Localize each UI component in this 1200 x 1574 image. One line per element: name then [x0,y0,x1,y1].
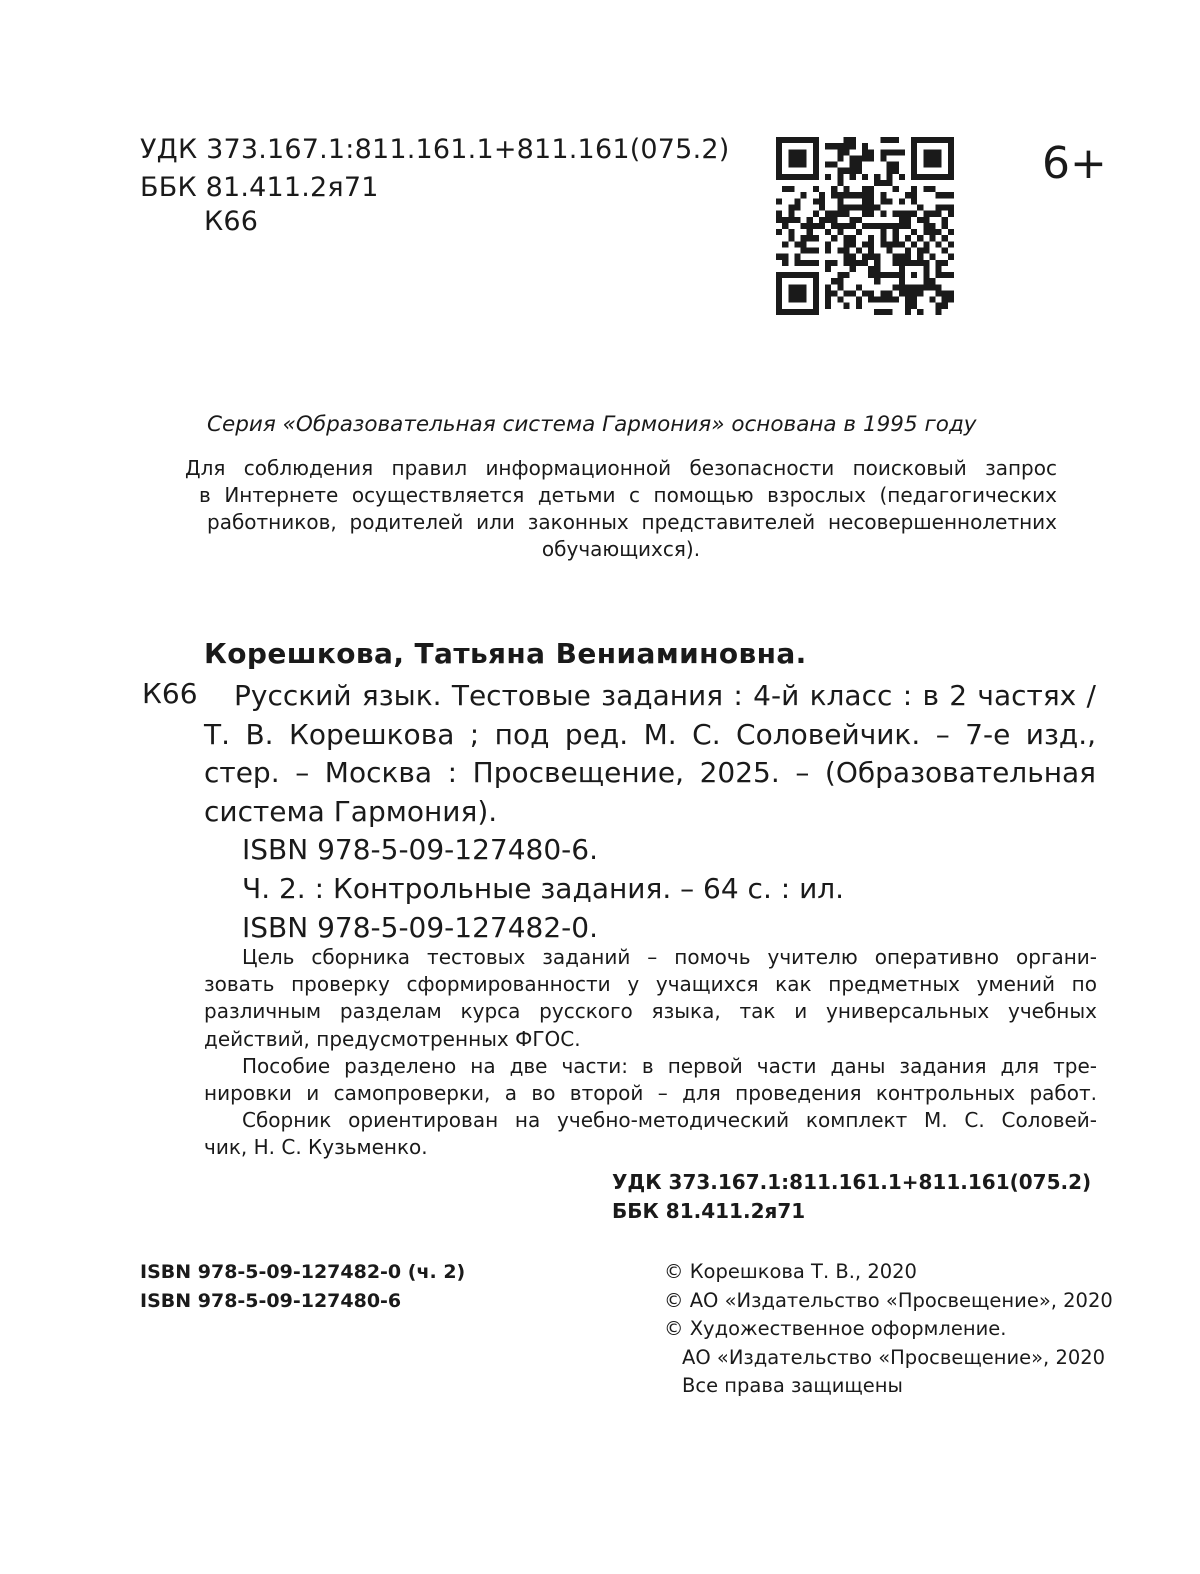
copyright-line: АО «Издательство «Просвещение», 2020 [682,1345,1106,1369]
abstract-line: Сборник ориентирован на учебно-методический комплект М. С. Соловей- [242,1108,1097,1133]
bbk-footer: ББК 81.411.2я71 [612,1199,806,1223]
bbk-code: ББК 81.411.2я71 [140,172,379,203]
abstract-line: чик, Н. С. Кузьменко. [204,1135,428,1160]
abstract-line: действий, предусмотренных ФГОС. [204,1026,581,1051]
udk-code: УДК 373.167.1:811.161.1+811.161(075.2) [140,134,730,165]
bibliographic-description [204,677,1096,947]
abstract-line: нировки и самопроверки, а во второй – для проведения контрольных работ. [204,1081,1097,1106]
copyright-line: © Художественное оформление. [664,1317,1007,1340]
notice-line: обучающихся). [541,537,701,561]
age-rating-badge: 6+ [1042,138,1107,189]
abstract-line: Пособие разделено на две части: в первой части даны задания для тре- [242,1053,1097,1078]
copyright-line: Все права защищены [682,1374,903,1397]
classification-footer [612,1168,1091,1226]
bib-line: система Гармония). [204,794,498,828]
copyright-line: © Корешкова Т. В., 2020 [664,1260,917,1283]
isbn-footer [140,1258,465,1315]
notice-line: работников, родителей или законных представителей несовершеннолетних [207,510,1057,534]
copyright-line: © АО «Издательство «Просвещение», 2020 [664,1288,1113,1312]
series-note: Серия «Образовательная система Гармония» основана в 1995 году [207,412,977,437]
bib-line: Ч. 2. : Контрольные задания. – 64 с. : ил. [242,871,845,905]
abstract-line: Цель сборника тестовых заданий – помочь учителю оперативно органи- [242,945,1097,969]
qr-code-icon [776,137,954,315]
isbn-set: ISBN 978-5-09-127480-6 [140,1289,402,1312]
abstract-line: зовать проверку сформированности у учащихся как предметных умений по [204,972,1097,997]
author-heading: Корешкова, Татьяна Вениаминовна. [204,637,807,670]
internet-safety-notice [185,455,1057,563]
copyright-block [664,1258,1113,1401]
book-abstract [204,944,1097,1162]
bib-line: ISBN 978-5-09-127482-0. [242,910,598,944]
notice-line: в Интернете осуществляется детьми с помощью взрослых (педагогических [199,483,1057,507]
isbn-part-2: ISBN 978-5-09-127482-0 (ч. 2) [140,1261,466,1283]
author-sign-code-record: К66 [142,677,198,710]
bib-line: Русский язык. Тестовые задания : 4-й класс : в 2 частях / [234,679,1096,712]
bib-line: стер. – Москва : Просвещение, 2025. – (Образовательная [204,756,1096,790]
abstract-line: различным разделам курса русского языка, так и универсальных учебных [204,999,1097,1024]
author-sign-code: К66 [204,206,259,237]
udk-footer: УДК 373.167.1:811.161.1+811.161(075.2) [612,1170,1092,1194]
bib-line: ISBN 978-5-09-127480-6. [242,833,598,867]
bib-line: Т. В. Корешкова ; под ред. М. С. Соловейчик. – 7-е изд., [204,717,1096,751]
notice-line: Для соблюдения правил информационной безопасности поисковый запрос [185,456,1057,480]
